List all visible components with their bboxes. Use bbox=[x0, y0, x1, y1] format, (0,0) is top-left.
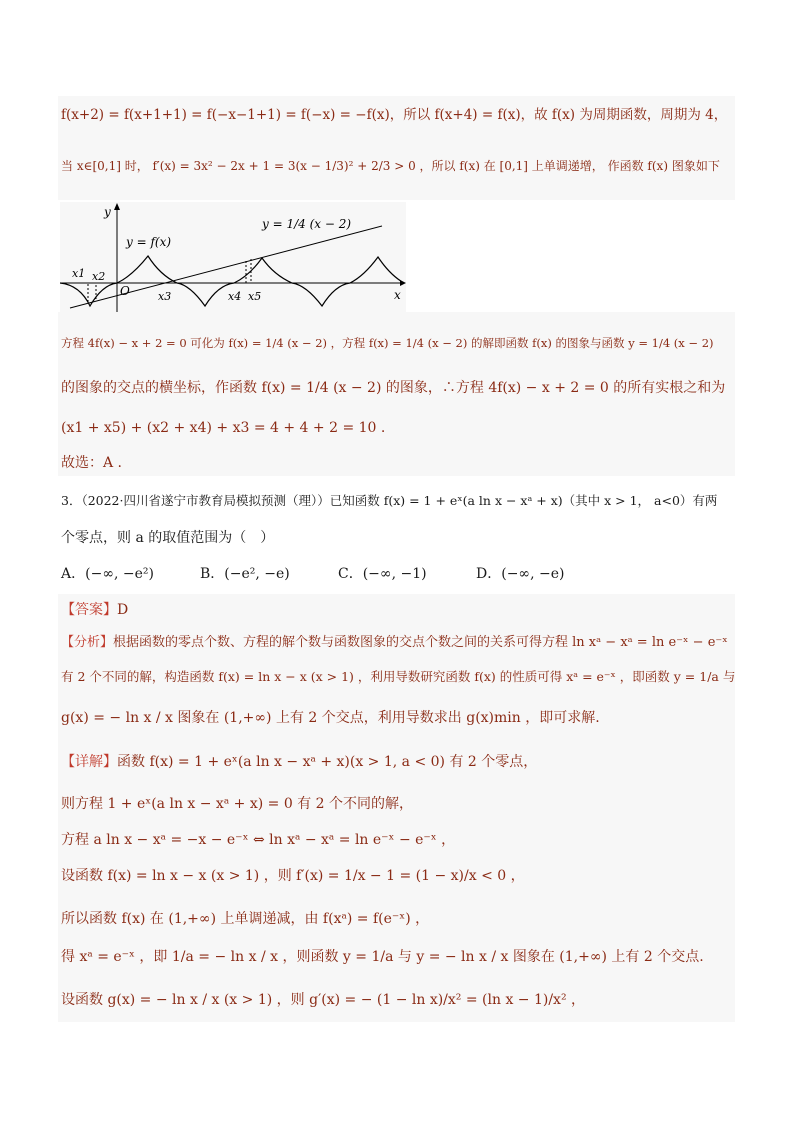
option-a-label: A． bbox=[61, 566, 86, 582]
solution-line-1: f(x+2) = f(x+1+1) = f(−x−1+1) = f(−x) = −f(x)，所以 f(x+4) = f(x)，故 f(x) 为周期函数，周期为 4， bbox=[61, 107, 728, 123]
analysis-line-3: g(x) = − ln x / x 图象在 (1,+∞) 上有 2 个交点，利用导数求出 g(x)min ，即可求解. bbox=[61, 710, 600, 726]
solution-line-6: 故选：A . bbox=[61, 455, 123, 471]
analysis-line-2: 有 2 个不同的解，构造函数 f(x) = ln x − x (x > 1) ，利用导数研究函数 f(x) 的性质可得 xᵃ = e⁻ˣ ，即函数 y = 1/a 与 bbox=[61, 669, 736, 684]
solution-line-3: 方程 4f(x) − x + 2 = 0 可化为 f(x) = 1/4 (x − 2) ，方程 f(x) = 1/4 (x − 2) 的解即函数 f(x) 的图象与函数 y = 1/4 (x − 2) bbox=[61, 336, 714, 350]
solution-line-2: 当 x∈[0,1] 时， f′(x) = 3x² − 2x + 1 = 3(x − 1/3)² + 2/3 > 0 ，所以 f(x) 在 [0,1] 上单调递增， 作函数 f(x) 图象如下 bbox=[61, 159, 720, 173]
detail-tag: 【详解】 bbox=[61, 754, 117, 770]
analysis-tag: 【分析】 bbox=[61, 635, 114, 650]
answer-tag: 【答案】 bbox=[61, 602, 117, 618]
detail-line-6: 得 xᵃ = e⁻ˣ ，即 1/a = − ln x / x ，则函数 y = 1/a 与 y = − ln x / x 图象在 (1,+∞) 上有 2 个交点. bbox=[61, 949, 704, 965]
solution-line-4: 的图象的交点的横坐标，作函数 f(x) = 1/4 (x − 2) 的图象，∴方程 4f(x) − x + 2 = 0 的所有实根之和为 bbox=[61, 380, 726, 396]
label-x-axis: x bbox=[394, 288, 401, 302]
option-b[interactable] bbox=[200, 563, 290, 583]
answer-value: D bbox=[117, 602, 129, 618]
analysis-line-1 bbox=[61, 633, 728, 653]
option-d-text: (−∞, −e) bbox=[501, 566, 565, 582]
label-y-axis: y bbox=[104, 205, 111, 219]
solution-line-5: (x1 + x5) + (x2 + x4) + x3 = 4 + 4 + 2 = 10 . bbox=[61, 420, 386, 436]
label-x2: x2 bbox=[92, 270, 106, 283]
answer-line bbox=[61, 600, 128, 620]
function-graph bbox=[60, 202, 406, 312]
label-curve: y = f(x) bbox=[126, 235, 172, 249]
option-b-label: B． bbox=[200, 566, 225, 582]
option-c[interactable] bbox=[338, 563, 427, 583]
graph-svg bbox=[60, 202, 406, 312]
label-x4: x4 bbox=[228, 290, 242, 303]
detail-line-1 bbox=[61, 752, 537, 772]
option-a-text: (−∞, −e²) bbox=[85, 566, 154, 582]
detail-line-5: 所以函数 f(x) 在 (1,+∞) 上单调递减，由 f(xᵃ) = f(e⁻ˣ) ， bbox=[61, 911, 430, 927]
option-d[interactable] bbox=[476, 563, 564, 583]
detail-line-3: 方程 a ln x − xᵃ = −x − e⁻ˣ ⇔ ln xᵃ − xᵃ = ln e⁻ˣ − e⁻ˣ ， bbox=[61, 832, 456, 848]
label-origin: O bbox=[120, 284, 130, 298]
option-a[interactable] bbox=[61, 563, 154, 583]
detail-text-1: 函数 f(x) = 1 + eˣ(a ln x − xᵃ + x)(x > 1, a < 0) 有 2 个零点， bbox=[117, 754, 538, 770]
detail-line-7: 设函数 g(x) = − ln x / x (x > 1) ，则 g′(x) = − (1 − ln x)/x² = (ln x − 1)/x² ， bbox=[61, 992, 586, 1008]
question-stem-2: 个零点，则 a 的取值范围为（ ） bbox=[61, 530, 275, 546]
option-c-text: (−∞, −1) bbox=[362, 566, 427, 582]
y-axis-arrow bbox=[114, 203, 120, 210]
analysis-text-1: 根据函数的零点个数、方程的解个数与函数图象的交点个数之间的关系可得方程 ln xᵃ − xᵃ = ln e⁻ˣ − e⁻ˣ bbox=[113, 635, 728, 650]
label-x5: x5 bbox=[248, 290, 262, 303]
question-stem-1: 3．（2022·四川省遂宁市教育局模拟预测（理））已知函数 f(x) = 1 + eˣ(a ln x − xᵃ + x)（其中 x > 1， a<0）有两 bbox=[61, 493, 718, 508]
label-line: y = 1/4 (x − 2) bbox=[262, 217, 352, 231]
label-x1: x1 bbox=[72, 267, 86, 280]
label-x3: x3 bbox=[158, 290, 172, 303]
detail-line-2: 则方程 1 + eˣ(a ln x − xᵃ + x) = 0 有 2 个不同的解， bbox=[61, 796, 414, 812]
option-b-text: (−e², −e) bbox=[224, 566, 290, 582]
option-c-label: C． bbox=[338, 566, 363, 582]
detail-line-4: 设函数 f(x) = ln x − x (x > 1) ，则 f′(x) = 1/x − 1 = (1 − x)/x < 0 ， bbox=[61, 868, 525, 884]
option-d-label: D． bbox=[476, 566, 502, 582]
